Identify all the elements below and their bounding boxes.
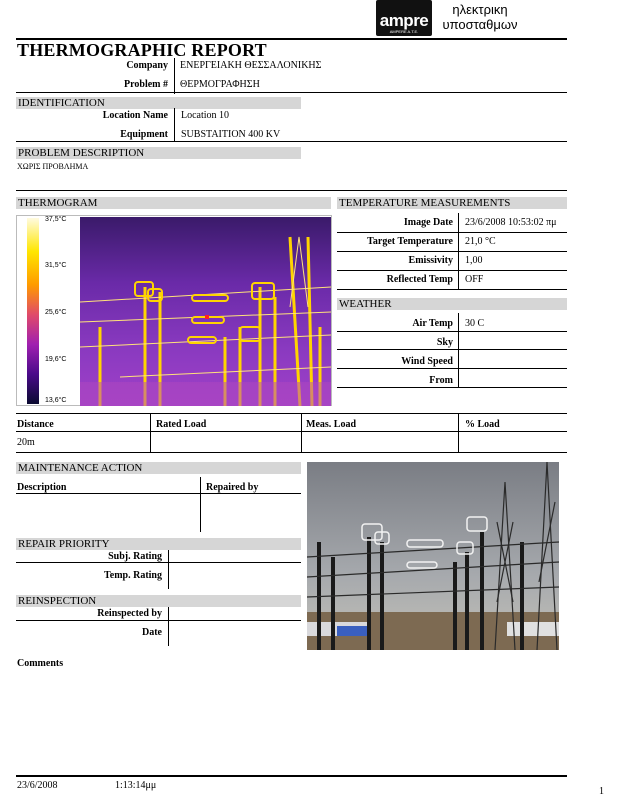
thermogram-frame <box>16 215 332 406</box>
emissivity-value: 1,00 <box>465 255 483 266</box>
reinspected-by-label: Reinspected by <box>97 608 162 619</box>
meas-load-header: Meas. Load <box>306 419 356 430</box>
identification-heading: IDENTIFICATION <box>16 97 301 109</box>
page-number: 1 <box>599 786 604 797</box>
weather-heading: WEATHER <box>337 298 567 310</box>
brand-line-1: ηλεκτρικη <box>452 2 508 17</box>
footer-time: 1:13:14μμ <box>115 780 157 791</box>
description-label: Description <box>17 482 67 493</box>
temperature-row-rule <box>337 289 567 290</box>
company-divider <box>174 58 175 94</box>
scale-label: 37,5°C <box>45 216 67 223</box>
logo-subtext: AMPERE A.T.E. <box>389 29 419 34</box>
company-logo <box>376 0 432 36</box>
load-col-divider <box>458 413 459 452</box>
weather-row-rule <box>337 349 567 350</box>
distance-value: 20m <box>17 437 35 448</box>
comments-field[interactable] <box>16 672 567 770</box>
temp-rating-label: Temp. Rating <box>104 570 162 581</box>
location-label: Location Name <box>102 110 168 121</box>
scale-label: 19,6°C <box>45 356 67 363</box>
percent-load-header: % Load <box>465 419 500 430</box>
footer-date: 23/6/2008 <box>17 780 58 791</box>
reflected-temp-label: Reflected Temp <box>386 274 453 285</box>
temperature-row-rule <box>337 232 567 233</box>
logo-text: ampre <box>379 11 429 30</box>
scale-label: 13,6°C <box>45 397 67 404</box>
wind-speed-label: Wind Speed <box>401 356 453 367</box>
temperature-row-rule <box>337 251 567 252</box>
thermogram-heading: THERMOGRAM <box>16 197 331 209</box>
maintenance-heading: MAINTENANCE ACTION <box>16 462 301 474</box>
location-value: Location 10 <box>181 110 230 121</box>
weather-row-rule <box>337 368 567 369</box>
from-label: From <box>429 375 453 386</box>
air-temp-value: 30 C <box>465 318 485 329</box>
subj-rating-field[interactable] <box>169 550 301 562</box>
load-header-rule <box>16 431 567 432</box>
thermogram-color-scale <box>27 218 39 404</box>
date-label: Date <box>142 627 162 638</box>
company-rule <box>16 92 567 93</box>
distance-header: Distance <box>17 419 54 430</box>
weather-divider <box>458 313 459 388</box>
reinspection-date-field[interactable] <box>169 621 301 646</box>
brand-text <box>438 2 522 32</box>
equipment-label: Equipment <box>120 129 168 140</box>
temperature-row-rule <box>337 270 567 271</box>
problem-description-text: ΧΩΡΙΣ ΠΡΟΒΛΗΜΑ <box>17 162 89 171</box>
scale-label: 25,6°C <box>45 309 67 316</box>
target-temperature-value: 21,0 °C <box>465 236 496 247</box>
report-title: THERMOGRAPHIC REPORT <box>17 40 267 60</box>
load-bottom-rule <box>16 452 567 453</box>
problem-label: Problem # <box>124 79 168 90</box>
scale-label: 31,5°C <box>45 262 67 269</box>
problem-value: ΘΕΡΜΟΓΡΑΦΗΣΗ <box>180 79 260 90</box>
visual-photo <box>307 462 559 650</box>
problem-description-heading: PROBLEM DESCRIPTION <box>16 147 301 159</box>
repaired-by-field[interactable] <box>201 494 301 532</box>
repaired-by-label: Repaired by <box>206 482 259 493</box>
reinspected-by-field[interactable] <box>169 607 301 619</box>
temperature-heading: TEMPERATURE MEASUREMENTS <box>337 197 567 209</box>
thermogram-image <box>80 217 331 406</box>
repair-priority-heading: REPAIR PRIORITY <box>16 538 301 550</box>
weather-row-rule <box>337 387 567 388</box>
identification-rule <box>16 141 567 142</box>
company-label: Company <box>126 60 168 71</box>
reinspection-heading: REINSPECTION <box>16 595 301 607</box>
temp-rating-field[interactable] <box>169 563 301 589</box>
load-col-divider <box>150 413 151 452</box>
sky-label: Sky <box>436 337 453 348</box>
rated-load-header: Rated Load <box>156 419 207 430</box>
brand-line-2: υποσταθμων <box>442 17 518 32</box>
image-date-value: 23/6/2008 10:53:02 πμ <box>465 217 557 228</box>
description-field[interactable] <box>16 494 199 532</box>
equipment-value: SUBSTAITION 400 KV <box>181 129 281 140</box>
load-top-rule <box>16 413 567 414</box>
air-temp-label: Air Temp <box>412 318 453 329</box>
target-temperature-label: Target Temperature <box>367 236 453 247</box>
subj-rating-label: Subj. Rating <box>108 551 162 562</box>
comments-label: Comments <box>17 658 64 669</box>
weather-row-rule <box>337 331 567 332</box>
emissivity-label: Emissivity <box>408 255 453 266</box>
load-col-divider <box>301 413 302 452</box>
reflected-temp-value: OFF <box>465 274 484 285</box>
image-date-label: Image Date <box>403 217 453 228</box>
company-value: ΕΝΕΡΓΕΙΑΚΗ ΘΕΣΣΑΛΟΝΙΚΗΣ <box>180 60 322 71</box>
identification-divider <box>174 108 175 142</box>
footer-rule <box>16 775 567 777</box>
problem-description-rule <box>16 190 567 191</box>
